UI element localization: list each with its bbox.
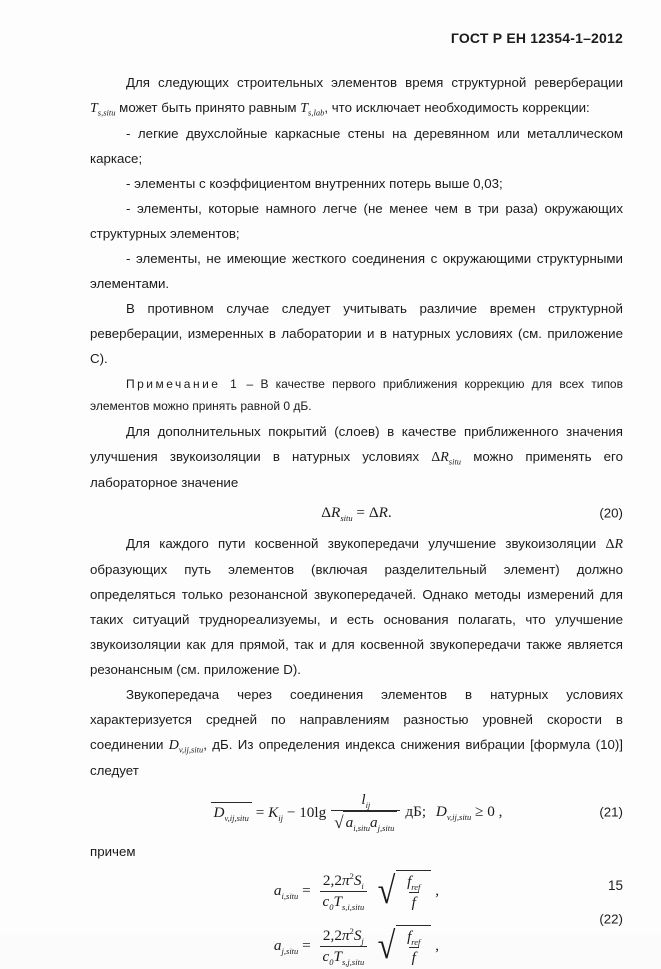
formula-number: (22) bbox=[599, 911, 623, 927]
math-var: D bbox=[213, 804, 225, 821]
unit-label: дБ; bbox=[405, 803, 430, 820]
math-var: T bbox=[300, 101, 309, 116]
text-block bbox=[90, 0, 623, 969]
document-number-header: ГОСТ Р ЕН 12354-1–2012 bbox=[450, 30, 623, 46]
math-var: c bbox=[322, 947, 330, 965]
formula-20 bbox=[90, 498, 623, 528]
bullet-item: - элементы с коэффициентом внутренних потерь выше 0,03; bbox=[126, 176, 503, 191]
math-var: R bbox=[331, 504, 341, 521]
math-var: S bbox=[353, 926, 362, 944]
math-var: D bbox=[435, 803, 447, 820]
math-var: R bbox=[378, 504, 388, 521]
square-root bbox=[376, 870, 431, 913]
math-var: D bbox=[168, 738, 179, 753]
math-delta: Δ bbox=[431, 450, 441, 465]
math-subscript: ij bbox=[365, 800, 371, 811]
formula-lhs bbox=[274, 882, 315, 900]
math-subscript: situ bbox=[340, 512, 353, 523]
radical-icon: √ bbox=[334, 812, 344, 832]
radical-icon: √ bbox=[377, 925, 396, 968]
math-exponent: 2 bbox=[349, 871, 354, 882]
math-subscript: ref bbox=[411, 936, 421, 947]
fraction-denominator bbox=[409, 892, 419, 913]
fraction-denominator bbox=[320, 891, 368, 912]
math-pi: π bbox=[341, 926, 350, 944]
comma: , bbox=[431, 882, 440, 900]
radicand bbox=[396, 925, 431, 968]
math-coeff: 2,2 bbox=[322, 872, 342, 889]
math-subscript: s,j,situ bbox=[342, 956, 365, 967]
math-subscript: j bbox=[361, 935, 364, 946]
math-var: T bbox=[333, 892, 342, 910]
fraction-numerator bbox=[320, 871, 367, 891]
math-subscript: s,situ bbox=[97, 107, 116, 118]
square-root bbox=[334, 811, 397, 833]
radicand bbox=[396, 870, 431, 913]
math-subscript: 0 bbox=[329, 901, 334, 912]
formula-22 bbox=[90, 868, 623, 969]
fraction-denominator bbox=[320, 946, 368, 967]
math-var: f bbox=[407, 873, 412, 890]
math-var: f bbox=[411, 948, 416, 966]
math-var: c bbox=[322, 892, 330, 910]
square-root bbox=[376, 925, 431, 968]
formula-lhs bbox=[274, 937, 315, 955]
page-number: 15 bbox=[607, 878, 623, 893]
math-subscript: ref bbox=[411, 881, 421, 892]
note-text: – В качестве первого приближения коррекцию для всех типов элементов можно принять равной 0 дБ. bbox=[90, 377, 623, 413]
math-subscript: i,situ bbox=[281, 891, 299, 902]
math-var: T bbox=[90, 101, 98, 116]
math-delta: Δ bbox=[321, 504, 332, 521]
fraction bbox=[320, 871, 368, 912]
formula-22-line-i bbox=[90, 870, 623, 913]
math-subscript: v,ij,situ bbox=[446, 811, 472, 822]
text-run: образующих путь элементов (включая разделительный элемент) должно определяться только резонансной звукопередачей. Однако методы измерений для таких ситуаций труднореализуемы, и есть основания полагать, что улучшение звукоизоляции как для прямой, так и для косвенной звукопередачи также является резонансным (см. приложение D). bbox=[90, 562, 623, 677]
text-run: Для дополнительных покрытий (слоев) в качестве приближенного значения улучшения звукоизоляции в натурных условиях bbox=[90, 424, 623, 464]
text-run: Для каждого пути косвенной звукопередачи улучшение звукоизоляции bbox=[126, 536, 606, 551]
equals-sign: = bbox=[298, 937, 315, 955]
formula-21 bbox=[90, 788, 623, 836]
math-subscript: i bbox=[361, 880, 364, 891]
text-run: Звукопередача через соединения элементов в натурных условиях характеризуется средней по направлениям разностью уровней скорости в соединении bbox=[90, 687, 623, 752]
formula-number: (20) bbox=[599, 505, 623, 521]
fraction bbox=[404, 927, 423, 968]
math-var: a bbox=[369, 814, 378, 832]
math-subscript: i,situ bbox=[353, 823, 370, 834]
math-subscript: situ bbox=[448, 456, 462, 467]
fraction bbox=[404, 872, 423, 913]
radicand bbox=[343, 811, 398, 833]
text-run: можно применять его лабораторное значение bbox=[90, 449, 624, 490]
formula-20-expression bbox=[321, 504, 391, 522]
math-operator: − 10lg bbox=[283, 804, 327, 821]
paragraph-coatings bbox=[90, 419, 623, 495]
fraction-numerator bbox=[404, 872, 423, 892]
paragraph-reverberation-time bbox=[90, 70, 623, 121]
math-var: l bbox=[361, 791, 366, 809]
math-exponent: 2 bbox=[349, 925, 354, 936]
bullet-item: - легкие двухслойные каркасные стены на деревянном или металлическом каркасе; bbox=[90, 126, 623, 166]
bullet-item: - элементы, не имеющие жесткого соединения с окружающими структурными элементами. bbox=[90, 251, 623, 291]
formula-21-left bbox=[211, 802, 327, 822]
formula-number: (21) bbox=[599, 804, 623, 820]
math-var: R bbox=[440, 450, 449, 465]
math-delta: Δ bbox=[368, 504, 379, 521]
fraction bbox=[331, 790, 400, 833]
comma: , bbox=[431, 937, 440, 955]
math-var: a bbox=[273, 882, 282, 900]
math-pi: π bbox=[341, 872, 350, 889]
math-var: f bbox=[407, 927, 412, 945]
math-var: T bbox=[333, 947, 342, 965]
math-coeff: 2,2 bbox=[322, 926, 342, 944]
paragraph-prichem: причем bbox=[90, 844, 136, 859]
equals-sign: = bbox=[251, 804, 269, 821]
equals-sign: = bbox=[352, 504, 369, 521]
math-var: a bbox=[273, 937, 282, 955]
overlined-term bbox=[211, 802, 252, 822]
radical-icon: √ bbox=[377, 870, 396, 913]
fraction-numerator bbox=[404, 927, 423, 947]
fraction-numerator bbox=[320, 926, 367, 946]
fraction bbox=[320, 926, 368, 967]
text-run: , дБ. Из определения индекса снижения вибрации [формула (10)] следует bbox=[90, 737, 623, 778]
note-paragraph bbox=[90, 373, 623, 417]
equals-sign: = bbox=[298, 882, 315, 900]
math-subscript: 0 bbox=[329, 956, 334, 967]
math-subscript: v,ij,situ bbox=[224, 812, 249, 823]
text-run: может быть принято равным bbox=[115, 100, 301, 115]
fraction-denominator bbox=[331, 810, 400, 833]
math-subscript: j,situ bbox=[377, 823, 395, 834]
math-subscript: j,situ bbox=[281, 945, 299, 956]
paragraph-otherwise: В противном случае следует учитывать различие времен структурной реверберации, измеренных в лаборатории и в натурных условиях (см. приложение C). bbox=[90, 301, 623, 366]
fraction-denominator bbox=[409, 947, 419, 968]
math-subscript: s,lab bbox=[308, 107, 325, 118]
math-var: R bbox=[614, 537, 623, 552]
math-subscript: v,ij,situ bbox=[178, 744, 204, 755]
paragraph-indirect-paths bbox=[90, 531, 623, 682]
period: . bbox=[387, 504, 392, 521]
bullet-item: - элементы, которые намного легче (не менее чем в три раза) окружающих структурных элементов; bbox=[90, 201, 623, 241]
math-condition: ≥ 0 , bbox=[471, 803, 503, 820]
text-run: , что исключает необходимость коррекции: bbox=[324, 100, 590, 115]
formula-22-line-j bbox=[90, 925, 623, 968]
math-var: a bbox=[345, 814, 354, 832]
math-subscript: s,i,situ bbox=[342, 901, 365, 912]
math-delta: Δ bbox=[605, 537, 615, 552]
math-var: f bbox=[411, 893, 416, 911]
math-subscript: ij bbox=[278, 812, 283, 823]
note-label: Примечание 1 bbox=[126, 377, 240, 391]
paragraph-junction-transmission bbox=[90, 682, 623, 783]
formula-21-right bbox=[405, 803, 502, 821]
math-var: K bbox=[268, 804, 279, 821]
text-run: Для следующих строительных элементов время структурной реверберации bbox=[126, 75, 623, 90]
fraction-numerator bbox=[358, 790, 373, 810]
math-var: S bbox=[353, 872, 362, 889]
